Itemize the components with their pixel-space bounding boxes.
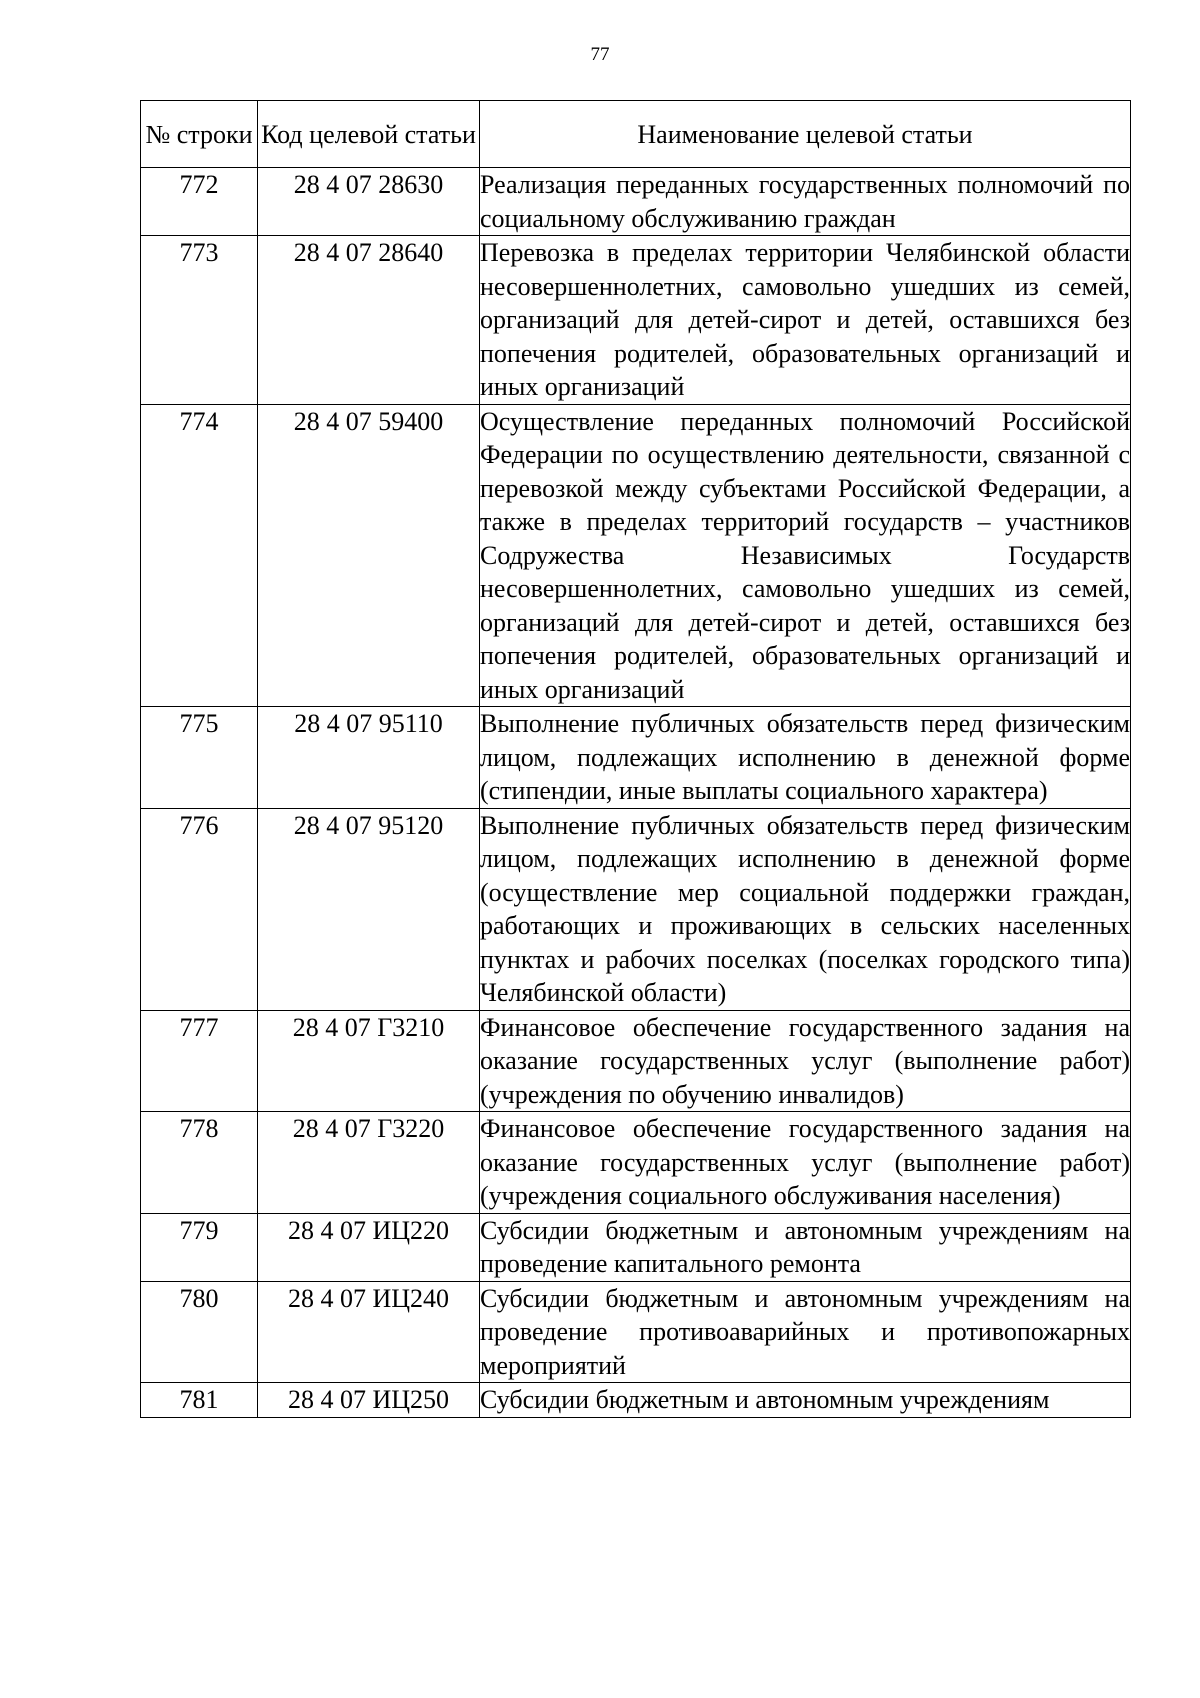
table-row <box>141 1213 1131 1281</box>
article-code: 28 4 07 Г3210 <box>258 1010 480 1112</box>
article-name: Финансовое обеспечение государственного задания на оказание государственных услуг (выполнение работ) (учреждения социального обслуживания населения) <box>480 1112 1131 1214</box>
article-code: 28 4 07 95110 <box>258 707 480 809</box>
article-name: Субсидии бюджетным и автономным учреждениям на проведение капитального ремонта <box>480 1213 1131 1281</box>
table-row <box>141 404 1131 707</box>
header-article-code: Код целевой статьи <box>258 101 480 168</box>
row-number: 774 <box>141 404 258 707</box>
row-number: 780 <box>141 1281 258 1383</box>
article-code: 28 4 07 95120 <box>258 808 480 1010</box>
row-number: 778 <box>141 1112 258 1214</box>
table-row <box>141 1281 1131 1383</box>
article-name: Финансовое обеспечение государственного задания на оказание государственных услуг (выполнение работ) (учреждения по обучению инвалидов) <box>480 1010 1131 1112</box>
article-name: Выполнение публичных обязательств перед физическим лицом, подлежащих исполнению в денежной форме (стипендии, иные выплаты социального характера) <box>480 707 1131 809</box>
row-number: 775 <box>141 707 258 809</box>
table-row <box>141 808 1131 1010</box>
article-code: 28 4 07 Г3220 <box>258 1112 480 1214</box>
article-name: Выполнение публичных обязательств перед физическим лицом, подлежащих исполнению в денежной форме (осуществление мер социальной поддержки граждан, работающих и проживающих в сельских населенных пунктах и рабочих поселках (поселках городского типа) Челябинской области) <box>480 808 1131 1010</box>
table-row <box>141 168 1131 236</box>
article-name: Перевозка в пределах территории Челябинской области несовершеннолетних, самовольно ушедших из семей, организаций для детей-сирот и детей, оставшихся без попечения родителей, образовательных организаций и иных организаций <box>480 236 1131 405</box>
table-header-row <box>141 101 1131 168</box>
row-number: 772 <box>141 168 258 236</box>
header-row-number: № строки <box>141 101 258 168</box>
header-article-name: Наименование целевой статьи <box>480 101 1131 168</box>
article-name: Субсидии бюджетным и автономным учреждениям на проведение противоаварийных и противопожарных мероприятий <box>480 1281 1131 1383</box>
article-code: 28 4 07 28630 <box>258 168 480 236</box>
article-code: 28 4 07 59400 <box>258 404 480 707</box>
page-number: 77 <box>590 44 610 65</box>
table-row <box>141 1010 1131 1112</box>
row-number: 777 <box>141 1010 258 1112</box>
table-row <box>141 1112 1131 1214</box>
table-row <box>141 707 1131 809</box>
row-number: 779 <box>141 1213 258 1281</box>
article-code: 28 4 07 ИЦ250 <box>258 1383 480 1418</box>
article-code: 28 4 07 ИЦ240 <box>258 1281 480 1383</box>
row-number: 776 <box>141 808 258 1010</box>
article-code: 28 4 07 ИЦ220 <box>258 1213 480 1281</box>
article-name: Реализация переданных государственных полномочий по социальному обслуживанию граждан <box>480 168 1131 236</box>
row-number: 773 <box>141 236 258 405</box>
table-row <box>141 1383 1131 1418</box>
table-row <box>141 236 1131 405</box>
article-name: Осуществление переданных полномочий Российской Федерации по осуществлению деятельности, связанной с перевозкой между субъектами Российской Федерации, а также в пределах территорий государств – участников Содружества Независимых Государств несовершеннолетних, самовольно ушедших из семей, организаций для детей-сирот и детей, оставшихся без попечения родителей, образовательных организаций и иных организаций <box>480 404 1131 707</box>
article-code: 28 4 07 28640 <box>258 236 480 405</box>
article-name: Субсидии бюджетным и автономным учреждениям <box>480 1383 1131 1418</box>
row-number: 781 <box>141 1383 258 1418</box>
target-articles-table <box>140 100 1131 1418</box>
